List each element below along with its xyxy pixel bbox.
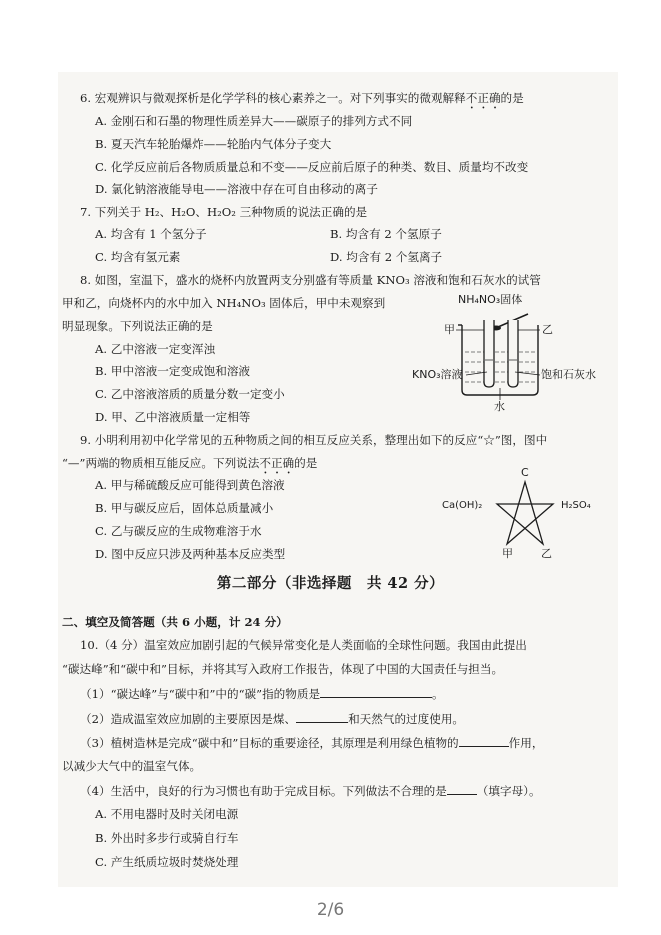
q10-intro-line2: “碳达峰”和“碳中和”目标，并将其写入政府工作报告，体现了中国的大国责任与担当。 bbox=[62, 662, 504, 676]
q8-stem-line2: 甲和乙，向烧杯内的水中加入 NH₄NO₃ 固体后，甲中未观察到 bbox=[62, 296, 386, 310]
star-node-bottom-left: 甲 bbox=[502, 547, 513, 560]
q6-option-a: A. 金刚石和石墨的物理性质差异大——碳原子的排列方式不同 bbox=[95, 114, 413, 128]
q8-stem-line3: 明显现象。下列说法正确的是 bbox=[62, 319, 213, 333]
q10-part3: （3）植树造林是完成“碳中和”目标的重要途径，其原理是利用绿色植物的 作用， bbox=[80, 736, 544, 750]
star-reaction-diagram bbox=[440, 462, 610, 562]
q10-part1-answer-blank[interactable] bbox=[320, 685, 432, 698]
q9-option-b: B. 甲与碳反应后，固体总质量减小 bbox=[95, 501, 274, 515]
q8-option-b: B. 甲中溶液一定变成饱和溶液 bbox=[95, 364, 251, 378]
q6-option-c: C. 化学反应前后各物质质量总和不变——反应前后原子的种类、数目、质量均不改变 bbox=[95, 160, 529, 174]
q9-option-a: A. 甲与稀硫酸反应可能得到黄色溶液 bbox=[95, 478, 285, 492]
q10-part4-answer-blank[interactable] bbox=[447, 782, 477, 795]
nh4no3-solid-label: NH₄NO₃固体 bbox=[458, 293, 523, 306]
q7-stem: 7. 下列关于 H₂、H₂O、H₂O₂ 三种物质的说法正确的是 bbox=[80, 205, 368, 219]
q9-option-c: C. 乙与碳反应的生成物难溶于水 bbox=[95, 524, 262, 538]
q8-option-a: A. 乙中溶液一定变浑浊 bbox=[95, 342, 216, 356]
kno3-solution-label: KNO₃溶液 bbox=[412, 368, 463, 381]
q9-option-d: D. 图中反应只涉及两种基本反应类型 bbox=[95, 547, 286, 561]
q10-part2: （2）造成温室效应加剧的主要原因是煤、 和天然气的过度使用。 bbox=[80, 712, 465, 726]
limewater-label: 饱和石灰水 bbox=[541, 368, 596, 381]
q6-option-d: D. 氯化钠溶液能导电——溶液中存在可自由移动的离子 bbox=[95, 182, 378, 196]
q8-stem-line1: 8. 如图，室温下，盛水的烧杯内放置两支分别盛有等质量 KNO₃ 溶液和饱和石灰水的试管 bbox=[80, 273, 541, 287]
q10-intro-line1: 10.（4 分）温室效应加剧引起的气候异常变化是人类面临的全球性问题。我国由此提出 bbox=[80, 638, 527, 652]
beaker bbox=[462, 325, 538, 395]
q10-part3-cont: 以减少大气中的温室气体。 bbox=[62, 759, 202, 773]
star-node-left: Ca(OH)₂ bbox=[442, 500, 483, 511]
q8-option-d: D. 甲、乙中溶液质量一定相等 bbox=[95, 410, 251, 424]
q6-stem: 6. 宏观辨识与微观探析是化学学科的核心素养之一。对下列事实的微观解释不正确的是 bbox=[80, 91, 524, 105]
water-lines bbox=[465, 352, 535, 382]
q7-option-d: D. 均含有 2 个氢离子 bbox=[330, 250, 443, 264]
q7-option-b: B. 均含有 2 个氢原子 bbox=[330, 227, 442, 241]
q6-option-b: B. 夏天汽车轮胎爆炸——轮胎内气体分子变大 bbox=[95, 137, 332, 151]
page-number: 2/6 bbox=[316, 900, 345, 920]
q10-part2-answer-blank[interactable] bbox=[296, 710, 348, 723]
q7-option-c: C. 均含有氢元素 bbox=[95, 250, 181, 264]
star-node-bottom-right: 乙 bbox=[541, 547, 552, 560]
test-tube-yi bbox=[508, 320, 518, 387]
star-node-right: H₂SO₄ bbox=[561, 500, 591, 511]
star-node-top: C bbox=[521, 466, 529, 479]
q10-option-c: C. 产生纸质垃圾时焚烧处理 bbox=[95, 855, 239, 869]
part2-title: 第二部分（非选择题 共 42 分） bbox=[216, 575, 445, 592]
q10-option-b: B. 外出时多步行或骑自行车 bbox=[95, 831, 239, 845]
q10-part1: （1）“碳达峰”与“碳中和”中的“碳”指的物质是 。 bbox=[80, 687, 444, 701]
water-label: 水 bbox=[494, 400, 505, 413]
q7-option-a: A. 均含有 1 个氢分子 bbox=[95, 227, 207, 241]
q10-part4: （4）生活中，良好的行为习惯也有助于完成目标。下列做法不合理的是 （填字母）。 bbox=[80, 784, 541, 798]
q10-option-a: A. 不用电器时及时关闭电源 bbox=[95, 807, 239, 821]
tube-yi-label: 乙 bbox=[542, 323, 553, 336]
q9-stem-line1: 9. 小明利用初中化学常见的五种物质之间的相互反应关系，整理出如下的反应“☆”图，图中 bbox=[80, 433, 548, 447]
q9-stem-line2: “—”两端的物质相互能反应。下列说法不正确的是 bbox=[62, 456, 318, 470]
q8-option-c: C. 乙中溶液溶质的质量分数一定变小 bbox=[95, 387, 285, 401]
test-tube-jia bbox=[484, 320, 494, 387]
section-heading: 二、填空及简答题（共 6 小题，计 24 分） bbox=[62, 615, 288, 629]
beaker-diagram bbox=[410, 290, 610, 415]
star-lines bbox=[497, 482, 553, 544]
q10-part3-answer-blank[interactable] bbox=[459, 734, 509, 747]
tube-jia-label: 甲 bbox=[444, 323, 455, 336]
